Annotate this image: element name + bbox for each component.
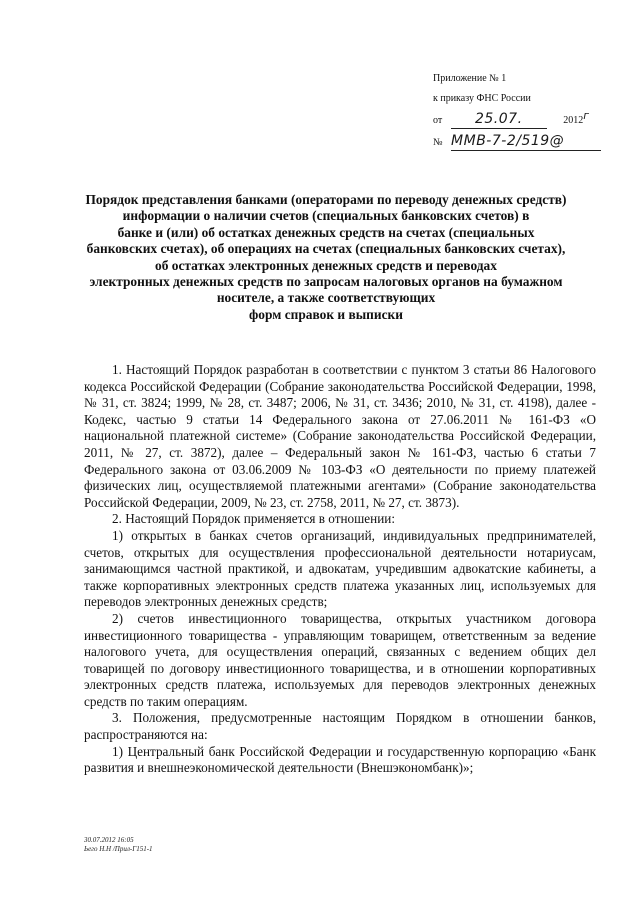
year-prefix: 2012 bbox=[563, 115, 584, 126]
title-line: носителе, а также соответствующих bbox=[216, 290, 436, 306]
date-prefix: от bbox=[433, 115, 443, 126]
date-field bbox=[451, 112, 547, 129]
paragraph-2-item-2: 2) счетов инвестиционного товарищества, открытых участником договора инвестиционного товарищества - управляющим товарищем, ответственным за ведение налогового учета, для осуществления операций, связанных с ведением общих дел товарищей по договору инвестиционного товарищества, и в отношении корпоративных электронных средств платежа, используемых для переводов электронных денежных средств по таким операциям. bbox=[84, 610, 596, 709]
number-field bbox=[451, 134, 601, 151]
title-line: форм справок и выписки bbox=[249, 306, 403, 322]
paragraph-2: 2. Настоящий Порядок применяется в отношении: bbox=[112, 511, 395, 527]
document-body bbox=[84, 362, 596, 777]
order-number bbox=[433, 134, 601, 151]
paragraph-3-item-1: 1) Центральный банк Российской Федерации и государственную корпорацию «Банк развития и внешнеэкономической деятельности (Внешэкономбанк)»; bbox=[84, 743, 596, 776]
order-date bbox=[433, 109, 590, 129]
year-suffix: г bbox=[583, 109, 590, 122]
paragraph-3: 3. Положения, предусмотренные настоящим Порядком в отношении банков, распространяются на: bbox=[84, 710, 596, 743]
number-prefix: № bbox=[433, 137, 443, 148]
appendix-label: Приложение № 1 bbox=[433, 73, 507, 84]
title-line: об остатках электронных денежных средств и переводах bbox=[155, 257, 497, 273]
title-line: электронных денежных средств по запросам налоговых органов на бумажном bbox=[89, 274, 563, 290]
title-line: банке и (или) об остатках денежных средств на счетах (специальных bbox=[117, 224, 535, 240]
title-line: информации о наличии счетов (специальных банковских счетов) в bbox=[122, 208, 530, 224]
number-handwritten: ММВ-7-2/519@ bbox=[451, 133, 565, 149]
paragraph-2-item-1: 1) открытых в банках счетов организаций, индивидуальных предпринимателей, счетов, открытых для осуществления профессиональной деятельности нотариусам, занимающимся частной практикой, и адвокатам, учредившим адвокатские кабинеты, а также корпоративных электронных средств платежа указанных лиц, используемых для переводов электронных денежных средств; bbox=[84, 527, 596, 610]
footer-file-ref: Ьего Н.Н /Прил-Г151-1 bbox=[84, 845, 153, 853]
footer-timestamp: 30.07.2012 16:05 bbox=[84, 836, 134, 844]
order-reference: к приказу ФНС России bbox=[433, 93, 531, 104]
paragraph-1: 1. Настоящий Порядок разработан в соответствии с пунктом 3 статьи 86 Налогового кодекса Российской Федерации (Собрание законодательства Российской Федерации, 1998, № 31, ст. 3824; 1999, № 28, ст. 3487; 2006, № 31, ст. 3436; 2010, № 31, ст. 4198), далее - Кодекс, частью 9 статьи 14 Федерального закона от 27.06.2011 № 161-ФЗ «О национальной платежной системе» (Собрание законодательства Российской Федерации, 2011, № 27, ст. 3872), далее – Федеральный закон № 161-ФЗ, частью 6 статьи 7 Федерального закона от 03.06.2009 № 103-ФЗ «О деятельности по приему платежей физических лиц, осуществляемой платежными агентами» (Собрание законодательства Российской Федерации, 2009, № 23, ст. 2758, 2011, № 27, ст. 3873). bbox=[84, 362, 596, 510]
title-line: Порядок представления банками (операторами по переводу денежных средств) bbox=[85, 192, 567, 207]
print-footer bbox=[84, 836, 153, 854]
date-handwritten: 25.07. bbox=[474, 111, 523, 127]
document-title bbox=[60, 192, 592, 323]
title-line: банковских счетах), об операциях на счетах (специальных банковских счетах), bbox=[86, 241, 566, 257]
